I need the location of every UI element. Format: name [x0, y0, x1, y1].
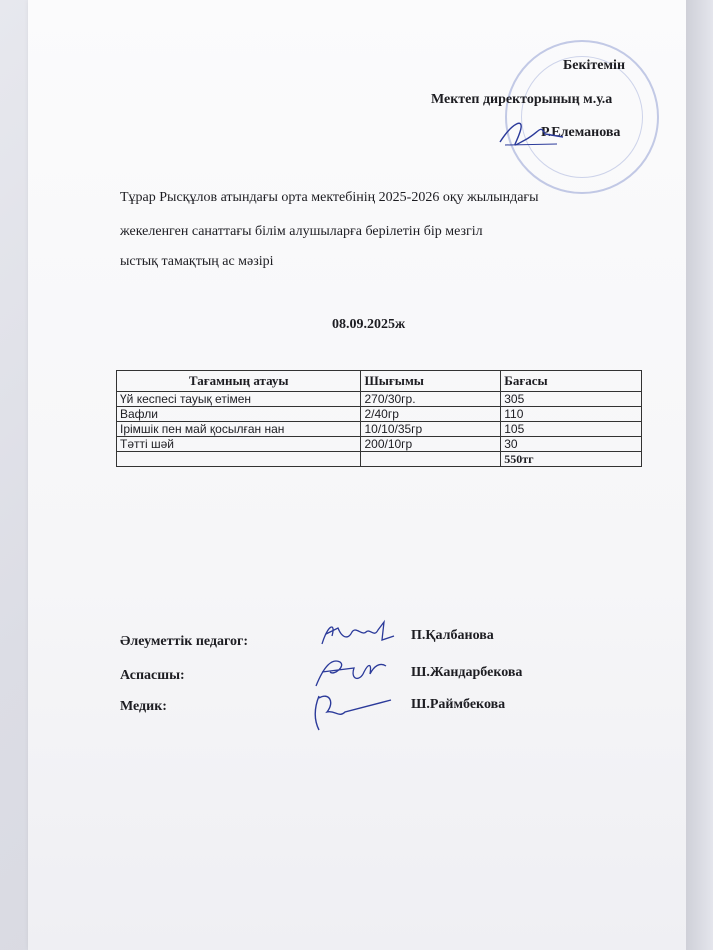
dish-yield: 200/10гр	[361, 437, 501, 452]
heading-line-3: ыстық тамақтың ас мәзірі	[120, 254, 274, 269]
header-price: Бағасы	[501, 371, 642, 392]
header-dish: Тағамның атауы	[117, 371, 361, 392]
signature-role-cook: Аспасшы:	[120, 668, 185, 683]
dish-name: Вафли	[117, 407, 361, 422]
table-header-row	[117, 371, 642, 392]
dish-yield: 270/30гр.	[361, 392, 501, 407]
social-pedagogue-signature	[318, 618, 398, 652]
dish-price: 30	[501, 437, 642, 452]
dish-price: 305	[501, 392, 642, 407]
total-empty-cell	[117, 452, 361, 467]
total-price: 550тг	[501, 452, 642, 467]
director-signature	[495, 112, 565, 152]
background-edge	[686, 0, 713, 950]
total-empty-cell	[361, 452, 501, 467]
table-row	[117, 437, 642, 452]
menu-table	[116, 370, 642, 467]
dish-yield: 2/40гр	[361, 407, 501, 422]
heading-line-1: Тұрар Рысқұлов атындағы орта мектебінің 2025-2026 оқу жылындағы	[120, 190, 539, 205]
cook-signature	[310, 652, 390, 690]
table-row	[117, 392, 642, 407]
signature-role-medic: Медик:	[120, 699, 167, 714]
dish-name: Тәтті шәй	[117, 437, 361, 452]
dish-yield: 10/10/35гр	[361, 422, 501, 437]
signature-name-social-pedagogue: П.Қалбанова	[411, 628, 494, 643]
table-total-row	[117, 452, 642, 467]
table-row	[117, 407, 642, 422]
header-yield: Шығымы	[361, 371, 501, 392]
medic-signature	[305, 688, 395, 736]
approval-title: Бекітемін	[563, 58, 626, 73]
signature-name-medic: Ш.Раймбекова	[411, 697, 506, 712]
approval-name: Р.Елеманова	[541, 125, 621, 140]
approval-position: Мектеп директорының м.у.а	[431, 92, 613, 107]
dish-name: Ірімшік пен май қосылған нан	[117, 422, 361, 437]
dish-price: 110	[501, 407, 642, 422]
heading-line-2: жекеленген санаттағы білім алушыларға берілетін бір мезгіл	[120, 224, 483, 239]
menu-date: 08.09.2025ж	[332, 317, 406, 332]
dish-price: 105	[501, 422, 642, 437]
signature-role-social-pedagogue: Әлеуметтік педагог:	[120, 634, 249, 649]
signature-name-cook: Ш.Жандарбекова	[411, 665, 523, 680]
dish-name: Үй кеспесі тауық етімен	[117, 392, 361, 407]
table-row	[117, 422, 642, 437]
